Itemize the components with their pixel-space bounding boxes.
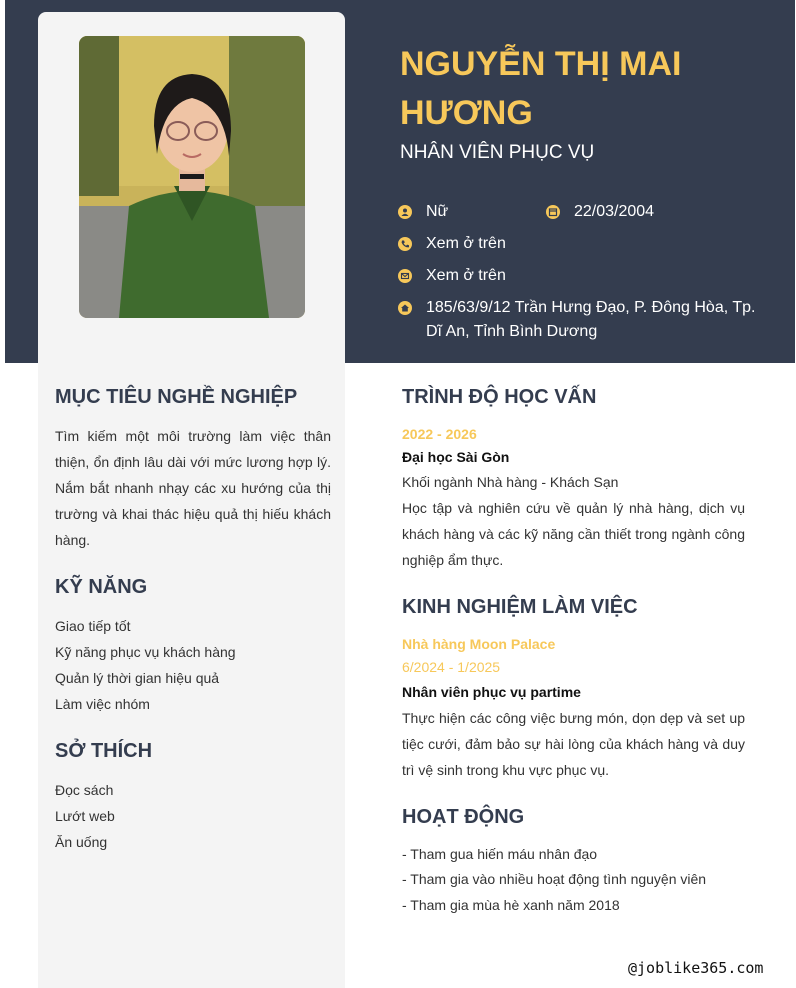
objective-title: MỤC TIÊU NGHỀ NGHIỆP [55,386,298,408]
company-name: Nhà hàng Moon Palace [402,636,556,652]
education-period: 2022 - 2026 [402,426,477,442]
activity-item: - Tham gia vào nhiều hoạt động tình nguyện viên [402,871,707,887]
watermark: @joblike365.com [628,959,764,977]
school-name: Đại học Sài Gòn [402,449,510,465]
phone-value: Xem ở trên [426,235,506,252]
profile-photo [79,36,305,318]
skill-item: Kỹ năng phục vụ khách hàng [55,644,236,660]
birthday-value: 22/03/2004 [574,203,655,220]
hobbies-title: SỞ THÍCH [55,740,153,762]
user-icon [398,205,412,219]
email-item [398,264,506,288]
birthday-item [546,200,654,224]
job-title: NHÂN VIÊN PHỤC VỤ [400,142,595,163]
skill-item: Giao tiếp tốt [55,618,131,634]
gender-value: Nữ [426,203,449,220]
mail-icon [398,269,412,283]
skill-item: Quản lý thời gian hiệu quả [55,670,220,686]
skills-title: KỸ NĂNG [55,576,148,598]
activity-item: - Tham gia mùa hè xanh năm 2018 [402,897,620,913]
hobby-item: Ăn uống [55,834,108,850]
skill-item: Làm việc nhóm [55,696,150,712]
address-value: 185/63/9/12 Trần Hưng Đạo, P. Đông Hòa, Tp. Dĩ An, Tỉnh Bình Dương [426,299,756,340]
candidate-name: NGUYỄN THỊ MAI HƯƠNG [400,45,682,132]
activities-title: HOẠT ĐỘNG [402,806,525,828]
hobby-item: Lướt web [55,808,115,824]
home-icon [398,301,412,315]
objective-text: Tìm kiếm một môi trường làm việc thân thiện, ổn định lâu dài với mức lương hợp lý. Nắm bắt nhanh nhạy các xu hướng của thị trường và khai thác hiệu quả thị hiếu khách hàng. [55,428,331,548]
experience-period: 6/2024 - 1/2025 [402,659,501,675]
hobby-item: Đọc sách [55,782,114,798]
experience-title: KINH NGHIỆM LÀM VIỆC [402,596,638,618]
gender-item [398,200,448,224]
education-title: TRÌNH ĐỘ HỌC VẤN [402,386,597,408]
address-item [398,296,768,344]
calendar-icon [546,205,560,219]
experience-description: Thực hiện các công việc bưng món, dọn dẹp và set up tiệc cưới, đảm bảo sự hài lòng của khách hàng và duy trì vệ sinh trong khu vực phục vụ. [402,710,745,778]
education-description: Học tập và nghiên cứu về quản lý nhà hàng, dịch vụ khách hàng và các kỹ năng cần thiết trong ngành công nghiệp ẩm thực. [402,500,745,568]
phone-item [398,232,506,256]
email-value: Xem ở trên [426,267,506,284]
major: Khối ngành Nhà hàng - Khách Sạn [402,474,619,490]
phone-icon [398,237,412,251]
position: Nhân viên phục vụ partime [402,684,581,700]
activity-item: - Tham gua hiến máu nhân đạo [402,846,598,862]
